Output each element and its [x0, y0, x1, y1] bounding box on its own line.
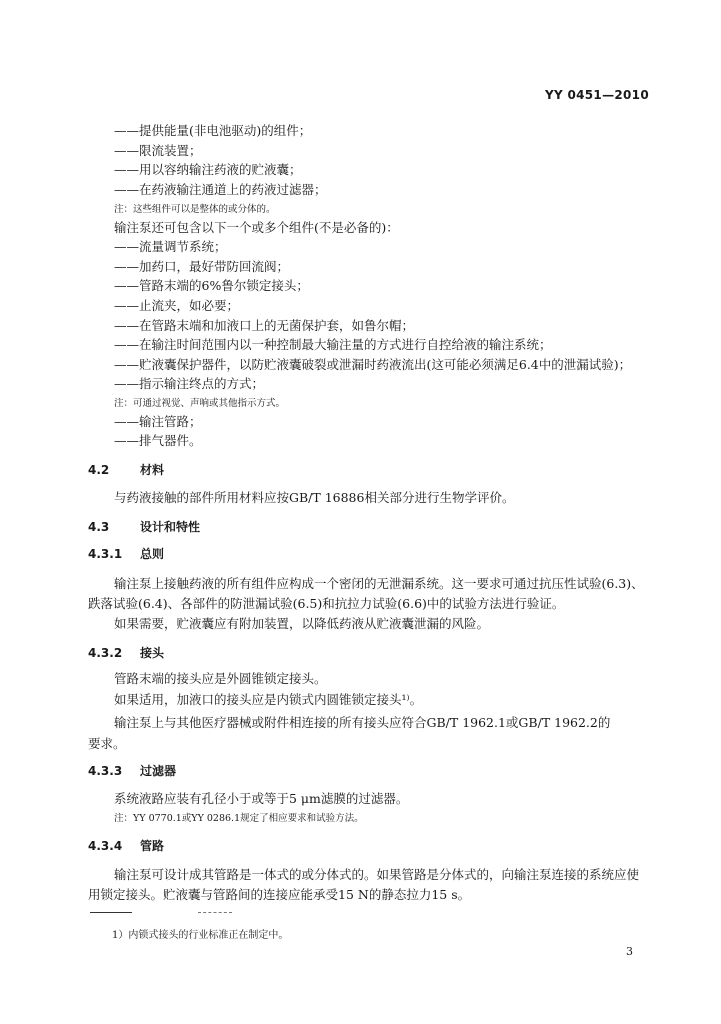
optional-item: ——排气器件。 — [114, 433, 202, 448]
component-item: ——在药液输注通道上的药液过滤器； — [114, 182, 327, 197]
section-heading: 4.2 材料 — [88, 463, 165, 477]
paragraph: 系统液路应装有孔径小于或等于5 μm滤膜的过滤器。 — [114, 791, 409, 806]
subsection-heading: 4.3.2 接头 — [88, 646, 165, 660]
section-heading: 4.3 设计和特性 — [88, 520, 201, 534]
note: 注：这些组件可以是整体的或分体的。 — [114, 204, 276, 215]
paragraph: 输注泵还可包含以下一个或多个组件(不是必备的)： — [114, 220, 399, 235]
note: 注：YY 0770.1或YY 0286.1规定了相应要求和试验方法。 — [114, 813, 364, 824]
page-number: 3 — [626, 945, 633, 958]
optional-item: ——加药口，最好带防回流阀； — [114, 259, 290, 274]
component-item: ——提供能量(非电池驱动)的组件； — [114, 123, 312, 138]
optional-item: ——指示输注终点的方式； — [114, 376, 265, 391]
paragraph: 用锁定接头。贮液囊与管路间的连接应能承受15 N的静态拉力15 s。 — [88, 887, 471, 902]
optional-item: ——贮液囊保护器件，以防贮液囊破裂或泄漏时药液流出(这可能必须满足6.4中的泄漏试验)； — [114, 357, 632, 372]
paragraph: 输注泵上接触药液的所有组件应构成一个密闭的无泄漏系统。这一要求可通过抗压性试验(6.3)、 — [114, 576, 644, 591]
paragraph: 输注泵上与其他医疗器械或附件相连接的所有接头应符合GB/T 1962.1或GB/T 1962.2的 — [114, 715, 611, 730]
footnote: 1）内锁式接头的行业标准正在制定中。 — [112, 930, 289, 941]
paragraph: 要求。 — [88, 736, 126, 751]
paragraph: 管路末端的接头应是外圆锥锁定接头。 — [114, 671, 327, 686]
subsection-heading: 4.3.3 过滤器 — [88, 764, 177, 778]
subsection-heading: 4.3.1 总则 — [88, 547, 165, 561]
paragraph: 如果需要，贮液囊应有附加装置，以降低药液从贮液囊泄漏的风险。 — [114, 616, 490, 631]
footnote-rule — [198, 912, 232, 913]
paragraph: 如果适用，加液口的接头应是内锁式内圆锥锁定接头¹⁾。 — [114, 692, 423, 707]
optional-item: ——止流夹，如必要； — [114, 298, 240, 313]
subsection-heading: 4.3.4 管路 — [88, 839, 165, 853]
optional-item: ——管路末端的6%鲁尔锁定接头； — [114, 278, 309, 293]
optional-item: ——输注管路； — [114, 414, 202, 429]
note: 注：可通过视觉、声响或其他指示方式。 — [114, 398, 286, 409]
component-item: ——用以容纳输注药液的贮液囊； — [114, 162, 302, 177]
optional-item: ——在输注时间范围内以一种控制最大输注量的方式进行自控给液的输注系统； — [114, 337, 552, 352]
optional-item: ——流量调节系统； — [114, 239, 227, 254]
paragraph: 输注泵可设计成其管路是一体式的或分体式的。如果管路是分体式的，向输注泵连接的系统应使 — [114, 867, 640, 882]
paragraph: 与药液接触的部件所用材料应按GB/T 16886相关部分进行生物学评价。 — [114, 490, 515, 505]
standard-number-header: YY 0451—2010 — [545, 88, 649, 102]
footnote-rule — [90, 912, 132, 913]
component-item: ——限流装置； — [114, 143, 202, 158]
optional-item: ——在管路末端和加液口上的无菌保护套，如鲁尔帽； — [114, 318, 415, 333]
paragraph: 跌落试验(6.4)、各部件的防泄漏试验(6.5)和抗拉力试验(6.6)中的试验方法进行验证。 — [88, 596, 565, 611]
